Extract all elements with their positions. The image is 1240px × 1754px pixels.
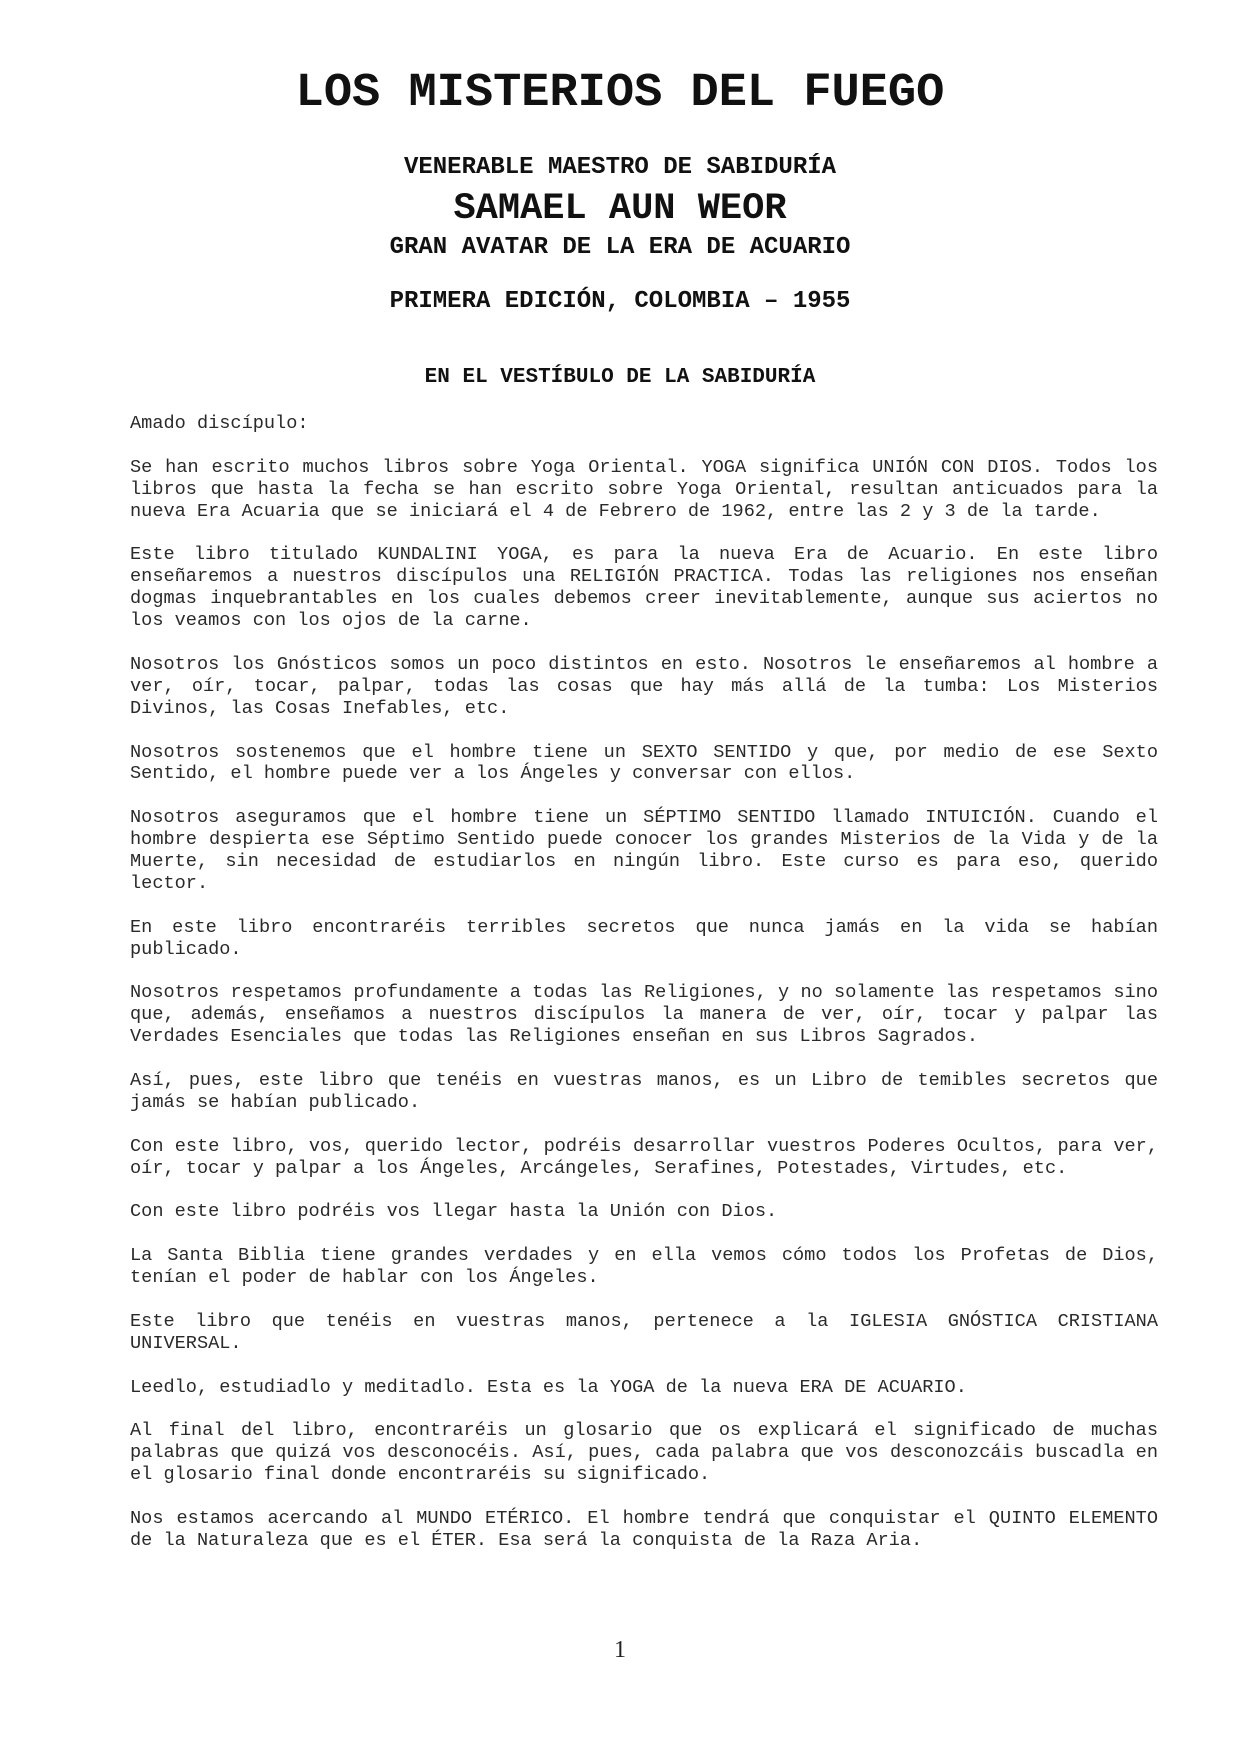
paragraph: Nosotros aseguramos que el hombre tiene un SÉPTIMO SENTIDO llamado INTUICIÓN. Cuando el hombre despierta ese Séptimo Sentido puede conocer los grandes Misterios de la Vida y de la Muerte, sin necesidad de estudiarlos en ningún libro. Este curso es para eso, querido lector. [130,807,1158,894]
edition-line: PRIMERA EDICIÓN, COLOMBIA – 1955 [389,288,851,315]
author-name: SAMAEL AUN WEOR [453,188,787,230]
paragraph: Al final del libro, encontraréis un glosario que os explicará el significado de muchas palabras que quizá vos desconocéis. Así, pues, cada palabra que vos desconozcáis buscadla en el glosario final donde encontraréis su significado. [130,1420,1158,1486]
paragraph: Nos estamos acercando al MUNDO ETÉRICO. El hombre tendrá que conquistar el QUINTO ELEMENTO de la Naturaleza que es el ÉTER. Esa será la conquista de la Raza Aria. [130,1508,1158,1551]
paragraph: Con este libro podréis vos llegar hasta la Unión con Dios. [130,1201,778,1223]
paragraph: Este libro que tenéis en vuestras manos, pertenece a la IGLESIA GNÓSTICA CRISTIANA UNIVERSAL. [130,1310,1158,1354]
page-number: 1 [614,1637,626,1663]
author-honorific: VENERABLE MAESTRO DE SABIDURÍA [403,154,837,181]
paragraph: Nosotros sostenemos que el hombre tiene un SEXTO SENTIDO y que, por medio de ese Sexto Sentido, el hombre puede ver a los Ángeles y conversar con ellos. [130,741,1158,785]
paragraph: En este libro encontraréis terribles secretos que nunca jamás en la vida se habían publicado. [130,916,1158,960]
body-text [130,413,1158,1574]
paragraph: Leedlo, estudiadlo y meditadlo. Esta es la YOGA de la nueva ERA DE ACUARIO. [130,1376,967,1398]
book-title: LOS MISTERIOS DEL FUEGO [295,67,945,120]
paragraph: Así, pues, este libro que tenéis en vuestras manos, es un Libro de temibles secretos que jamás se habían publicado. [130,1070,1158,1113]
author-title: GRAN AVATAR DE LA ERA DE ACUARIO [389,234,851,261]
paragraph: Nosotros respetamos profundamente a todas las Religiones, y no solamente las respetamos sino que, además, enseñamos a nuestros discípulos la manera de ver, oír, tocar y palpar las Verdades Esenciales que todas las Religiones enseñan en sus Libros Sagrados. [130,982,1158,1048]
salutation: Amado discípulo: [130,413,309,434]
paragraph: Con este libro, vos, querido lector, podréis desarrollar vuestros Poderes Ocultos, para ver, oír, tocar y palpar a los Ángeles, Arcángeles, Serafines, Potestades, Virtudes, etc. [130,1135,1158,1179]
section-heading: EN EL VESTÍBULO DE LA SABIDURÍA [424,366,816,389]
paragraph: Nosotros los Gnósticos somos un poco distintos en esto. Nosotros le enseñaremos al hombre a ver, oír, tocar, palpar, todas las cosas que hay más allá de la tumba: Los Misterios Divinos, las Cosas Inefables, etc. [130,653,1158,719]
paragraph: Se han escrito muchos libros sobre Yoga Oriental. YOGA significa UNIÓN CON DIOS. Todos los libros que hasta la fecha se han escrito sobre Yoga Oriental, resultan anticuados para la nueva Era Acuaria que se iniciará el 4 de Febrero de 1962, entre las 2 y 3 de la tarde. [130,456,1158,522]
paragraph: Este libro titulado KUNDALINI YOGA, es para la nueva Era de Acuario. En este libro enseñaremos a nuestros discípulos una RELIGIÓN PRACTICA. Todas las religiones nos enseñan dogmas inquebrantables en los cuales debemos creer inevitablemente, aunque sus aciertos no los veamos con los ojos de la carne. [130,544,1158,632]
paragraph: La Santa Biblia tiene grandes verdades y en ella vemos cómo todos los Profetas de Dios, tenían el poder de hablar con los Ángeles. [130,1245,1158,1289]
